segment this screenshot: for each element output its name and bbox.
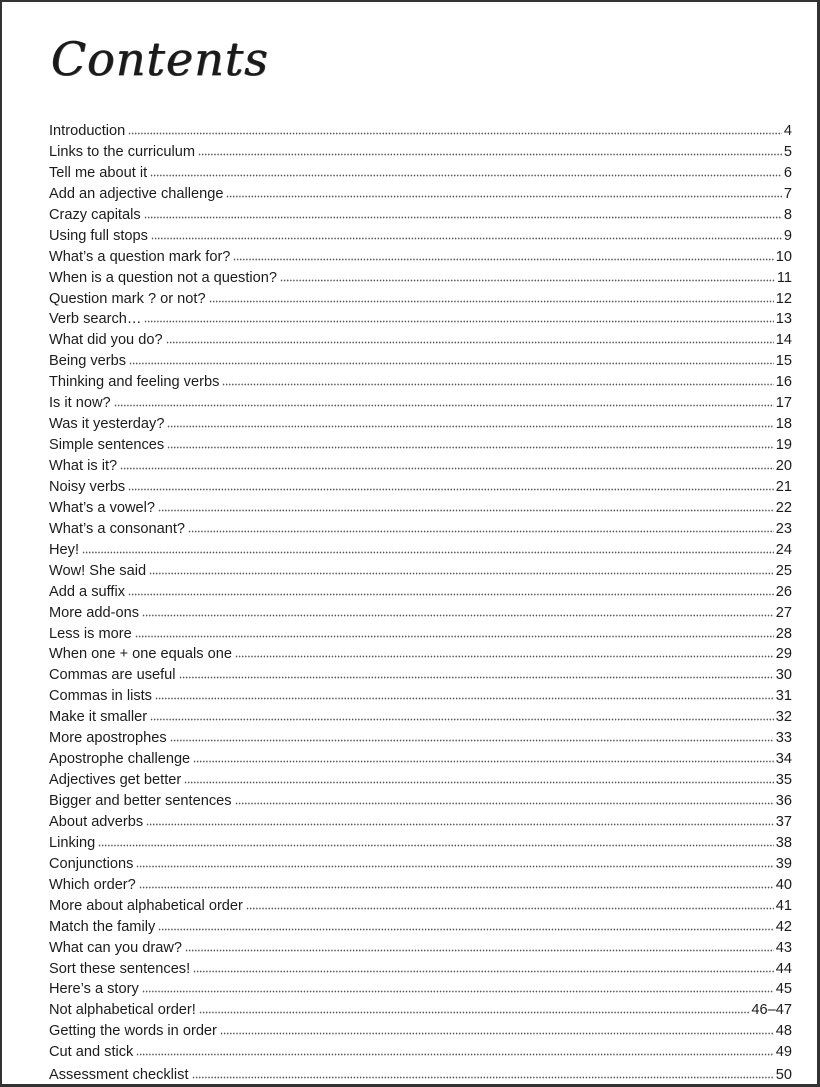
toc-entry[interactable] bbox=[49, 435, 792, 456]
toc-entry-page-number: 13 bbox=[775, 311, 792, 328]
toc-entry[interactable] bbox=[49, 289, 792, 310]
dot-leader bbox=[198, 144, 782, 156]
dot-leader bbox=[226, 186, 781, 198]
dot-leader bbox=[235, 646, 774, 658]
toc-entry-page-number: 18 bbox=[775, 416, 792, 433]
toc-entry-label: Assessment checklist bbox=[49, 1067, 189, 1084]
toc-entry[interactable] bbox=[49, 624, 792, 645]
dot-leader bbox=[155, 688, 774, 700]
dot-leader bbox=[167, 416, 773, 428]
toc-entry[interactable] bbox=[49, 1065, 792, 1086]
dot-leader bbox=[150, 709, 774, 721]
dot-leader bbox=[166, 332, 774, 344]
toc-entry[interactable] bbox=[49, 540, 792, 561]
page-title: Contents bbox=[51, 32, 269, 86]
toc-entry[interactable] bbox=[49, 1042, 792, 1063]
toc-entry-label: Bigger and better sentences bbox=[49, 793, 232, 809]
toc-entry[interactable] bbox=[49, 707, 792, 728]
dot-leader bbox=[179, 667, 774, 679]
toc-entry-label: Sort these sentences! bbox=[49, 960, 191, 977]
dot-leader bbox=[142, 605, 774, 617]
toc-entry-label: Simple sentences bbox=[49, 437, 165, 454]
toc-entry-page-number: 30 bbox=[775, 667, 792, 684]
toc-entry-label: Cut and stick bbox=[49, 1044, 134, 1061]
dot-leader bbox=[114, 395, 774, 407]
toc-entry[interactable] bbox=[49, 686, 792, 707]
toc-entry[interactable] bbox=[49, 372, 792, 393]
toc-entry-label: Links to the curriculum bbox=[49, 143, 195, 160]
toc-entry-label: About adverbs bbox=[49, 813, 144, 830]
dot-leader bbox=[144, 311, 773, 323]
dot-leader bbox=[144, 207, 782, 219]
toc-entry-page-number: 38 bbox=[775, 834, 792, 851]
toc-entry-page-number: 17 bbox=[775, 395, 792, 412]
toc-entry-page-number: 50 bbox=[775, 1067, 792, 1084]
toc-entry-page-number: 34 bbox=[775, 751, 792, 768]
toc-entry-label: Here’s a story bbox=[49, 981, 139, 998]
toc-entry-label: When one + one equals one bbox=[49, 646, 232, 663]
toc-entry-page-number: 14 bbox=[775, 332, 792, 349]
toc-entry[interactable] bbox=[49, 163, 792, 184]
toc-entry[interactable] bbox=[49, 309, 792, 330]
toc-entry-page-number: 44 bbox=[775, 960, 792, 977]
dot-leader bbox=[199, 1002, 750, 1014]
toc-entry-label: What’s a question mark for? bbox=[49, 248, 231, 265]
toc-entry[interactable] bbox=[49, 665, 792, 686]
toc-entry-page-number: 22 bbox=[775, 499, 792, 516]
toc-entry-page-number: 42 bbox=[775, 918, 792, 935]
toc-entry-label: Was it yesterday? bbox=[49, 416, 165, 433]
toc-entry-label: Apostrophe challenge bbox=[49, 751, 191, 768]
dot-leader bbox=[150, 165, 782, 177]
toc-entry-page-number: 28 bbox=[775, 625, 792, 642]
toc-entry[interactable] bbox=[49, 833, 792, 854]
dot-leader bbox=[233, 249, 773, 261]
toc-entry-page-number: 11 bbox=[776, 269, 792, 286]
dot-leader bbox=[158, 919, 774, 931]
toc-entry-label: Using full stops bbox=[49, 227, 148, 244]
dot-leader bbox=[136, 856, 773, 868]
toc-entry[interactable] bbox=[49, 644, 792, 665]
toc-entry[interactable] bbox=[49, 226, 792, 247]
toc-entry-label: Add an adjective challenge bbox=[49, 185, 224, 202]
toc-entry-page-number: 31 bbox=[775, 688, 792, 705]
toc-entry[interactable] bbox=[49, 1021, 792, 1042]
dot-leader bbox=[128, 584, 774, 596]
toc-entry-label: Introduction bbox=[49, 123, 126, 139]
toc-entry[interactable] bbox=[49, 854, 792, 875]
dot-leader bbox=[128, 123, 782, 135]
dot-leader bbox=[184, 772, 774, 784]
toc-entry-page-number: 10 bbox=[775, 248, 792, 265]
toc-entry-label: Match the family bbox=[49, 918, 156, 935]
toc-entry-label: Commas in lists bbox=[49, 688, 152, 705]
toc-entry-label: Add a suffix bbox=[49, 583, 125, 600]
toc-entry[interactable] bbox=[49, 896, 792, 917]
toc-entry-label: Being verbs bbox=[49, 353, 127, 370]
toc-entry-page-number: 46–47 bbox=[751, 1002, 792, 1019]
toc-entry-label: Make it smaller bbox=[49, 709, 148, 726]
toc-entry-page-number: 9 bbox=[783, 227, 792, 244]
toc-entry[interactable] bbox=[49, 959, 792, 980]
dot-leader bbox=[139, 877, 774, 889]
toc-entry-label: Less is more bbox=[49, 625, 132, 642]
dot-leader bbox=[185, 940, 774, 952]
dot-leader bbox=[151, 228, 782, 240]
toc-entry-page-number: 33 bbox=[775, 730, 792, 747]
toc-entry-label: Hey! bbox=[49, 541, 80, 558]
dot-leader bbox=[142, 981, 774, 993]
dot-leader bbox=[222, 374, 773, 386]
dot-leader bbox=[128, 479, 774, 491]
toc-entry-page-number: 43 bbox=[775, 939, 792, 956]
toc-entry-page-number: 35 bbox=[775, 772, 792, 789]
dot-leader bbox=[280, 270, 775, 282]
toc-entry-label: Adjectives get better bbox=[49, 772, 182, 789]
toc-entry-page-number: 8 bbox=[783, 206, 792, 223]
toc-entry-page-number: 24 bbox=[775, 541, 792, 558]
dot-leader bbox=[120, 458, 774, 470]
toc-entry-page-number: 5 bbox=[783, 143, 792, 160]
toc-entry-label: Noisy verbs bbox=[49, 478, 126, 495]
toc-entry-label: What’s a vowel? bbox=[49, 499, 155, 516]
dot-leader bbox=[246, 898, 774, 910]
dot-leader bbox=[235, 793, 774, 805]
toc-entry[interactable] bbox=[49, 393, 792, 414]
toc-entry-label: More add-ons bbox=[49, 604, 140, 621]
toc-entry-page-number: 27 bbox=[775, 604, 792, 621]
toc-entry[interactable] bbox=[49, 917, 792, 938]
toc-entry[interactable] bbox=[49, 749, 792, 770]
toc-entry-label: More about alphabetical order bbox=[49, 897, 243, 914]
dot-leader bbox=[129, 353, 774, 365]
toc-entry[interactable] bbox=[49, 205, 792, 226]
toc-entry[interactable] bbox=[49, 414, 792, 435]
dot-leader bbox=[170, 730, 774, 742]
toc-entry[interactable] bbox=[49, 268, 792, 289]
toc-entry-label: What’s a consonant? bbox=[49, 520, 186, 537]
toc-entry-page-number: 41 bbox=[775, 897, 792, 914]
toc-entry[interactable] bbox=[49, 247, 792, 268]
dot-leader bbox=[149, 563, 774, 575]
dot-leader bbox=[167, 437, 774, 449]
toc-entry[interactable] bbox=[49, 938, 792, 959]
dot-leader bbox=[220, 1023, 774, 1035]
toc-entry-page-number: 16 bbox=[775, 374, 792, 391]
toc-entry-label: Which order? bbox=[49, 876, 136, 893]
toc-entry-page-number: 15 bbox=[775, 353, 792, 370]
toc-entry-page-number: 19 bbox=[775, 437, 792, 454]
toc-entry[interactable] bbox=[49, 812, 792, 833]
toc-entry-label: More apostrophes bbox=[49, 730, 167, 747]
toc-entry-label: Is it now? bbox=[49, 395, 111, 412]
toc-entry[interactable] bbox=[49, 498, 792, 519]
toc-entry-label: Question mark ? or not? bbox=[49, 290, 206, 307]
toc-entry-label: What did you do? bbox=[49, 332, 163, 349]
toc-entry[interactable] bbox=[49, 603, 792, 624]
toc-entry-page-number: 4 bbox=[783, 123, 792, 139]
toc-entry[interactable] bbox=[49, 582, 792, 603]
dot-leader bbox=[136, 1044, 773, 1056]
toc-entry-label: When is a question not a question? bbox=[49, 269, 277, 286]
toc-entry-label: Verb search… bbox=[49, 311, 142, 328]
toc-entry-page-number: 6 bbox=[783, 164, 792, 181]
dot-leader bbox=[82, 542, 774, 554]
toc-entry-page-number: 23 bbox=[775, 520, 792, 537]
toc-entry[interactable] bbox=[49, 1000, 792, 1021]
toc-entry[interactable] bbox=[49, 184, 792, 205]
toc-entry[interactable] bbox=[49, 728, 792, 749]
toc-entry[interactable] bbox=[49, 330, 792, 351]
toc-entry-label: What is it? bbox=[49, 458, 118, 474]
toc-entry[interactable] bbox=[49, 875, 792, 896]
toc-entry[interactable] bbox=[49, 791, 792, 812]
toc-entry-page-number: 36 bbox=[775, 793, 792, 809]
dot-leader bbox=[135, 626, 774, 638]
toc-entry-page-number: 48 bbox=[775, 1023, 792, 1040]
toc-entry-page-number: 39 bbox=[775, 855, 792, 872]
toc-entry-page-number: 26 bbox=[775, 583, 792, 600]
toc-entry[interactable] bbox=[49, 979, 792, 1000]
toc-entry[interactable] bbox=[49, 477, 792, 498]
toc-entry-page-number: 32 bbox=[775, 709, 792, 726]
toc-entry-page-number: 21 bbox=[775, 478, 792, 495]
toc-entry[interactable] bbox=[49, 121, 792, 142]
toc-entry[interactable] bbox=[49, 351, 792, 372]
dot-leader bbox=[209, 291, 774, 303]
toc-entry[interactable] bbox=[49, 142, 792, 163]
toc-entry-page-number: 12 bbox=[775, 290, 792, 307]
toc-entry-page-number: 49 bbox=[775, 1044, 792, 1061]
dot-leader bbox=[158, 500, 774, 512]
toc-entry-label: What can you draw? bbox=[49, 939, 183, 956]
dot-leader bbox=[193, 961, 774, 973]
dot-leader bbox=[188, 521, 774, 533]
toc-entry[interactable] bbox=[49, 519, 792, 540]
toc-entry-label: Linking bbox=[49, 834, 96, 851]
toc-entry-label: Getting the words in order bbox=[49, 1023, 217, 1040]
toc-entry-page-number: 45 bbox=[775, 981, 792, 998]
toc-entry[interactable] bbox=[49, 561, 792, 582]
toc-entry-page-number: 37 bbox=[775, 813, 792, 830]
toc-entry[interactable] bbox=[49, 770, 792, 791]
dot-leader bbox=[192, 1067, 774, 1079]
toc-entry-page-number: 25 bbox=[775, 562, 792, 579]
toc-entry[interactable] bbox=[49, 456, 792, 477]
dot-leader bbox=[193, 751, 774, 763]
table-of-contents bbox=[49, 121, 792, 1086]
toc-entry-page-number: 20 bbox=[775, 458, 792, 474]
toc-entry-label: Not alphabetical order! bbox=[49, 1002, 196, 1019]
toc-entry-page-number: 7 bbox=[783, 185, 792, 202]
toc-entry-label: Thinking and feeling verbs bbox=[49, 374, 220, 391]
toc-entry-page-number: 29 bbox=[775, 646, 792, 663]
toc-entry-label: Tell me about it bbox=[49, 164, 148, 181]
toc-entry-label: Wow! She said bbox=[49, 562, 147, 579]
toc-entry-label: Conjunctions bbox=[49, 855, 134, 872]
dot-leader bbox=[98, 835, 774, 847]
toc-entry-label: Commas are useful bbox=[49, 667, 176, 684]
toc-entry-page-number: 40 bbox=[775, 876, 792, 893]
dot-leader bbox=[146, 814, 774, 826]
toc-entry-label: Crazy capitals bbox=[49, 206, 141, 223]
